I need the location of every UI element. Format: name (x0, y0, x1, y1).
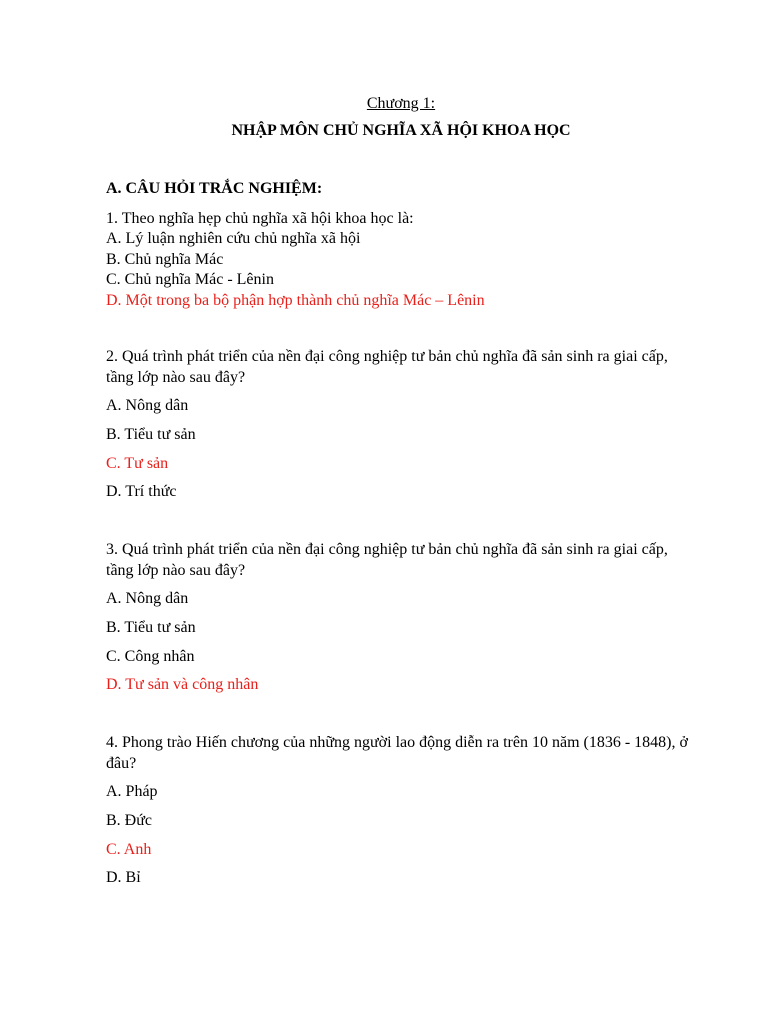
chapter-heading: Chương 1: (366, 95, 436, 112)
answer-option-d-correct: D. Tư sản và công nhân (106, 676, 259, 694)
answer-option-a: A. Pháp (106, 783, 158, 800)
question-3 (106, 539, 698, 695)
answer-option-d: D. Bỉ (106, 869, 141, 887)
question-text: 3. Quá trình phát triển của nền đại công nghiệp tư bản chủ nghĩa đã sản sinh ra giai cấp, tầng lớp nào sau đây? (106, 541, 668, 579)
answer-option-b: B. Đức (106, 811, 152, 829)
question-4 (106, 732, 698, 888)
question-2 (106, 346, 698, 502)
answer-option-c-correct: C. Tư sản (106, 454, 169, 472)
answer-option-d: D. Trí thức (106, 483, 177, 501)
answer-option-b: B. Tiểu tư sản (106, 618, 196, 636)
question-text: 1. Theo nghĩa hẹp chủ nghĩa xã hội khoa học là: (106, 210, 414, 227)
chapter-title: NHẬP MÔN CHỦ NGHĨA XÃ HỘI KHOA HỌC (231, 122, 571, 139)
question-text: 4. Phong trào Hiến chương của những người lao động diễn ra trên 10 năm (1836 - 1848), ở đâu? (106, 734, 688, 772)
answer-option-c: C. Công nhân (106, 647, 195, 665)
section-heading: A. CÂU HỎI TRẮC NGHIỆM: (106, 180, 323, 197)
answer-option-c: C. Chủ nghĩa Mác - Lênin (106, 271, 274, 289)
answer-option-b: B. Chủ nghĩa Mác (106, 250, 224, 268)
answer-option-a: A. Lý luận nghiên cứu chủ nghĩa xã hội (106, 230, 361, 247)
question-text: 2. Quá trình phát triển của nền đại công nghiệp tư bản chủ nghĩa đã sản sinh ra giai cấp, tầng lớp nào sau đây? (106, 348, 668, 386)
answer-option-d-correct: D. Một trong ba bộ phận hợp thành chủ nghĩa Mác – Lênin (106, 291, 485, 309)
answer-option-b: B. Tiểu tư sản (106, 425, 196, 443)
answer-option-a: A. Nông dân (106, 590, 189, 607)
question-1 (106, 208, 698, 311)
answer-option-a: A. Nông dân (106, 397, 189, 414)
answer-option-c-correct: C. Anh (106, 840, 152, 858)
